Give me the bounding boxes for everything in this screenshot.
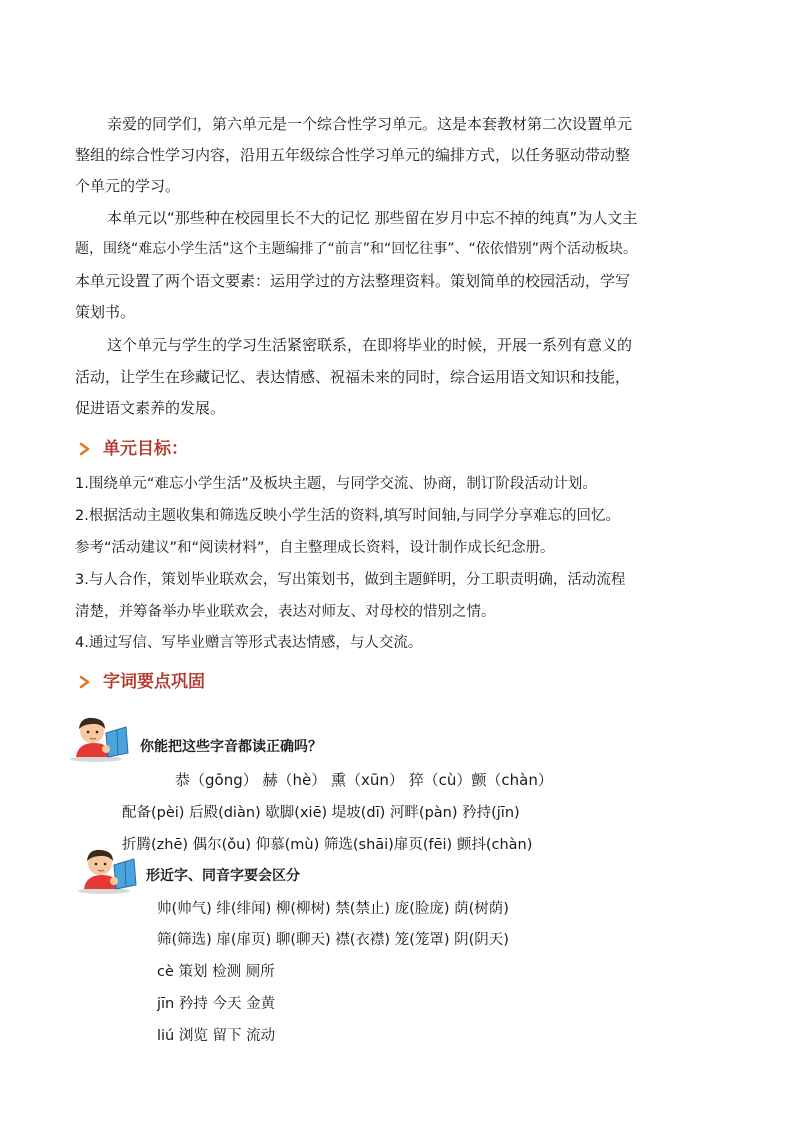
similar-line-2: 筛(筛选) 扉(扉页) 聊(聊天) 襟(衣襟) 笼(笼罩) 阴(阴天) xyxy=(157,932,509,948)
goals-heading: 单元目标： xyxy=(103,439,188,459)
goal-line-2: 2.根据活动主题收集和筛选反映小学生活的资料,填写时间轴,与同学分享难忘的回忆。 xyxy=(75,508,621,524)
vocab-question-1: 你能把这些字音都读正确吗？ xyxy=(140,739,322,755)
vocab-heading: 字词要点巩固 xyxy=(103,672,205,692)
goal-line-4: 3.与人合作，策划毕业联欢会，写出策划书，做到主题鲜明，分工职责明确，活动流程 xyxy=(75,572,626,588)
intro-p2-line-4: 策划书。 xyxy=(75,303,136,321)
homophone-line-jin: jīn 矜持 今天 金黄 xyxy=(157,996,276,1012)
goal-line-5: 清楚，并筹备举办毕业联欢会，表达对师友、对母校的惜别之情。 xyxy=(75,604,496,620)
similar-line-1: 帅(帅气) 绯(绯闻) 柳(柳树) 禁(禁止) 庞(脸庞) 荫(树荫) xyxy=(157,901,509,917)
intro-p1-line-1: 亲爱的同学们，第六单元是一个综合性学习单元。这是本套教材第二次设置单元 xyxy=(107,115,633,133)
pinyin-line-1: 恭（gōng） 赫（hè） 熏（xūn） 猝（cù）颤（chàn） xyxy=(175,771,553,789)
intro-p2-line-2: 题，围绕“难忘小学生活”这个主题编排了“前言”和“回忆往事”、“依依惜别”两个活动板块。 xyxy=(75,241,638,257)
chevron-right-icon xyxy=(78,442,92,456)
intro-p1-line-2: 整组的综合性学习内容，沿用五年级综合性学习单元的编排方式，以任务驱动带动整 xyxy=(75,146,631,164)
intro-p3-line-2: 活动，让学生在珍藏记忆、表达情感、祝福未来的同时，综合运用语文知识和技能， xyxy=(75,368,631,386)
reading-child-icon xyxy=(66,713,132,763)
intro-p1-line-3: 个单元的学习。 xyxy=(75,177,181,195)
goal-line-1: 1.围绕单元“难忘小学生活”及板块主题，与同学交流、协商，制订阶段活动计划。 xyxy=(75,476,597,492)
vocab-question-2: 形近字、同音字要会区分 xyxy=(146,868,300,884)
pinyin-line-3: 折腾(zhē) 偶尔(ǒu) 仰慕(mù) 筛选(shāi)扉页(fēi) 颤抖(chàn) xyxy=(122,837,533,853)
intro-p3-line-3: 促进语文素养的发展。 xyxy=(75,399,226,417)
pinyin-line-2: 配备(pèi) 后殿(diàn) 歇脚(xiē) 堤坡(dī) 河畔(pàn) 矜持(jīn) xyxy=(122,805,520,821)
intro-p3-line-1: 这个单元与学生的学习生活紧密联系，在即将毕业的时候，开展一系列有意义的 xyxy=(107,336,633,354)
intro-p2-line-3: 本单元设置了两个语文要素：运用学过的方法整理资料。策划简单的校园活动，学写 xyxy=(75,272,631,290)
goal-line-6: 4.通过写信、写毕业赠言等形式表达情感，与人交流。 xyxy=(75,635,423,651)
homophone-line-ce: cè 策划 检测 厕所 xyxy=(157,964,275,980)
chevron-right-icon xyxy=(78,675,92,689)
goal-line-3: 参考“活动建议”和“阅读材料”，自主整理成长资料，设计制作成长纪念册。 xyxy=(75,540,555,556)
reading-child-icon xyxy=(74,845,140,895)
homophone-line-liu: liú 浏览 留下 流动 xyxy=(157,1028,276,1044)
intro-p2-line-1: 本单元以“那些种在校园里长不大的记忆 那些留在岁月中忘不掉的纯真”为人文主 xyxy=(107,209,638,227)
